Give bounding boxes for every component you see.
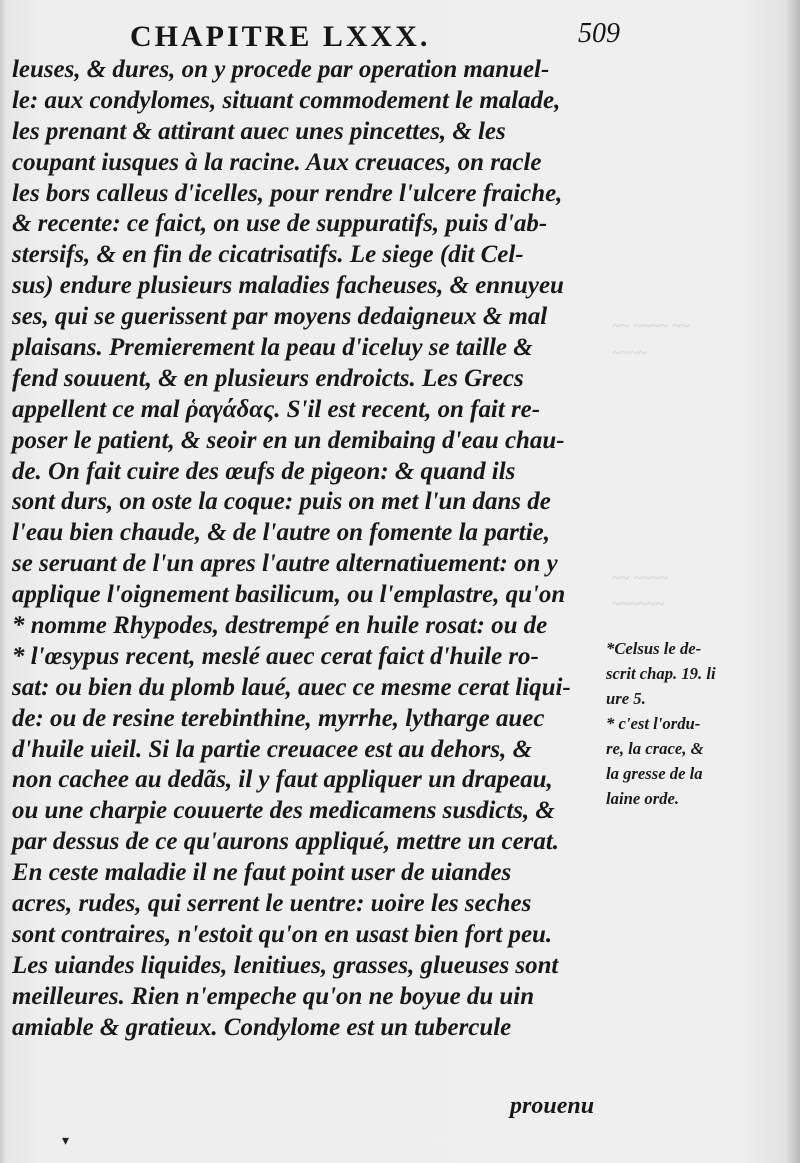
text-line: plaisans. Premierement la peau d'iceluy se taille & [12,334,533,362]
text-line: sont durs, on oste la coque: puis on met l'un dans de [12,488,551,516]
text-line: les prenant & attirant auec unes pincettes, & les [12,117,506,145]
ink-speck: ▾ [62,1133,70,1149]
margin-note-line: laine orde. [606,789,680,808]
text-line: stersifs, & en fin de cicatrisatifs. Le siege (dit Cel- [12,241,524,269]
text-line: les bors calleus d'icelles, pour rendre l'ulcere fraiche, [12,179,563,207]
text-line: amiable & gratieux. Condylome est un tubercule [12,1013,512,1041]
show-through-text: ~~ ~~~~ ~~ [612,318,690,335]
main-text-block [12,55,612,1044]
text-line: non cachee au dedãs, il y faut appliquer un drapeau, [12,766,553,794]
text-line: de: ou de resine terebinthine, myrrhe, lytharge auec [12,704,545,732]
margin-notes [606,636,796,811]
text-line: de. On fait cuire des œufs de pigeon: & quand ils [12,457,516,485]
text-line: fend souuent, & en plusieurs endroicts. Les Grecs [12,364,524,392]
text-line: sus) endure plusieurs maladies facheuses, & ennuyeu [12,272,564,300]
margin-note-line: re, la crace, & [606,739,704,758]
page-number: 509 [578,18,620,49]
show-through-text: ~~~~~~ [612,596,664,613]
text-line: l'eau bien chaude, & de l'autre on fomente la partie, [12,519,550,547]
margin-note-line: ure 5. [606,689,646,708]
margin-note-line: * c'est l'ordu- [606,714,701,733]
catchword: prouenu [510,1093,595,1119]
text-line: ses, qui se guerissent par moyens dedaigneux & mal [12,303,548,331]
running-title: CHAPITRE LXXX. [130,20,431,53]
text-line: coupant iusques à la racine. Aux creuaces, on racle [12,148,542,176]
page-header [0,18,800,58]
text-line: meilleures. Rien n'empeche qu'on ne boyue du uin [12,982,535,1010]
margin-note-line: la gresse de la [606,764,703,783]
text-line: d'huile uieil. Si la partie creuacee est au dehors, & [12,735,532,763]
text-line: par dessus de ce qu'aurons appliqué, mettre un cerat. [12,828,560,856]
show-through-text: ~~ ~~~~ [612,570,668,587]
text-line: sont contraires, n'estoit qu'on en usast bien fort peu. [12,920,553,948]
text-line: applique l'oignement basilicum, ou l'emplastre, qu'on [12,581,566,609]
text-line: le: aux condylomes, situant commodement le malade, [12,86,561,114]
text-line: & recente: ce faict, on use de suppuratifs, puis d'ab- [12,210,548,238]
text-line: ou une charpie couuerte des medicamens susdicts, & [12,797,555,825]
text-line: acres, rudes, qui serrent le uentre: uoire les seches [12,890,532,918]
text-line: poser le patient, & seoir en un demibaing d'eau chau- [12,426,565,454]
margin-note-line: scrit chap. 19. li [606,664,716,683]
margin-note-line: *Celsus le de- [606,639,702,658]
text-line: Les uiandes liquides, lenitiues, grasses, glueuses sont [12,951,559,979]
show-through-text: ~~~~ [612,345,647,362]
text-line: En ceste maladie il ne faut point user de uiandes [12,859,512,887]
text-line: sat: ou bien du plomb laué, auec ce mesme cerat liqui- [12,673,571,701]
text-line: appellent ce mal ῥαγάδας. S'il est recent, on fait re- [12,395,541,423]
text-line: leuses, & dures, on y procede par operation manuel- [12,56,550,83]
text-line: se seruant de l'un apres l'autre alternatiuement: on y [12,550,558,578]
text-line: * nomme Rhypodes, destrempé en huile rosat: ou de [12,612,548,640]
text-line: * l'œsypus recent, meslé auec cerat faict d'huile ro- [12,642,539,670]
